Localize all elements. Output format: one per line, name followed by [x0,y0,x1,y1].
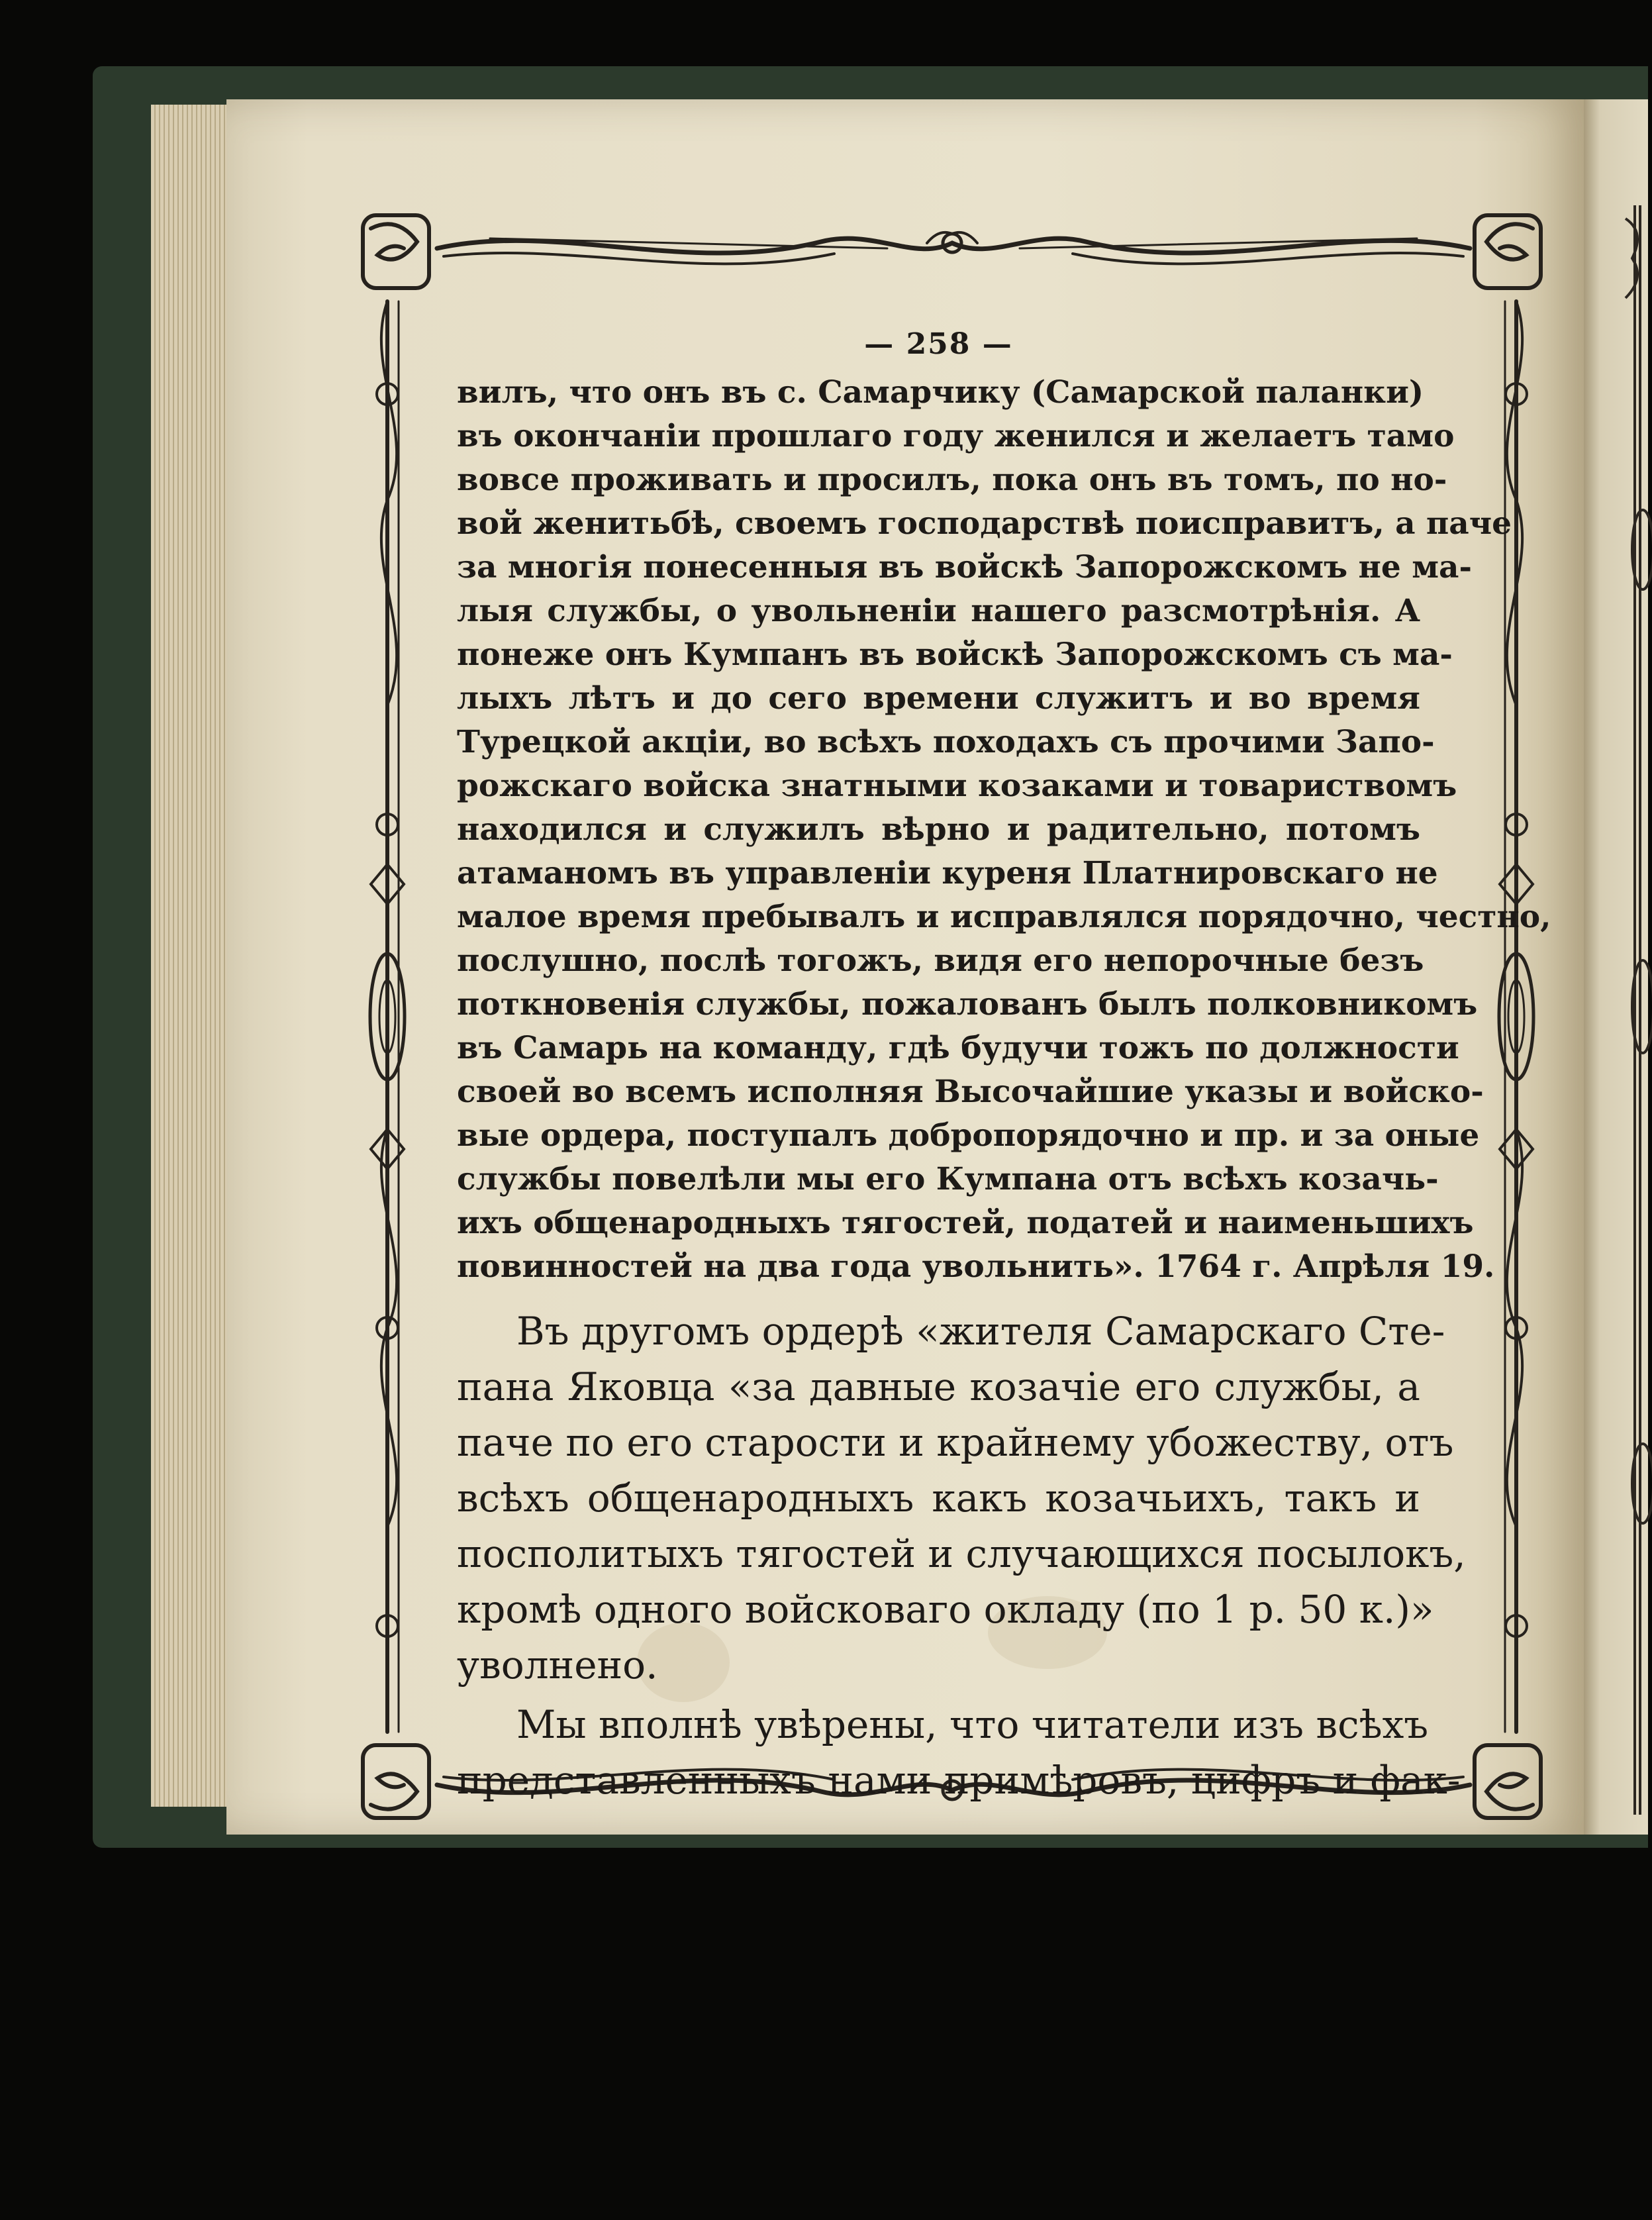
text-line: лыхъ лѣтъ и до сего времени служитъ и во время [457,680,1420,717]
paragraph-2 [457,1303,1466,1693]
text-line: Въ другомъ ордерѣ «жителя Самарскаго Сте- [516,1309,1445,1354]
page-number: — 258 — [864,327,1013,361]
text-line: понеже онъ Кумпанъ въ войскѣ Запорожскомъ съ ма- [457,636,1453,673]
text-line: лыя службы, о увольненіи нашего разсмотрѣнія. А [457,593,1420,629]
text-line: вилъ, что онъ въ с. Самарчику (Самарской паланки) [457,374,1424,411]
text-line: ихъ общенародныхъ тягостей, податей и наименьшихъ [457,1205,1474,1241]
text-line: въ Самарь на команду, гдѣ будучи тожъ по должности [457,1030,1459,1066]
text-line: повинностей на два года увольнить». 1764 г. Апрѣля 19. [457,1248,1495,1285]
text-line: представленныхъ нами примѣровъ, цифръ и фак- [457,1758,1461,1803]
text-line: паче по его старости и крайнему убожеству, отъ [457,1420,1454,1465]
text-line: поткновенія службы, пожалованъ былъ полковникомъ [457,986,1478,1023]
text-line: малое время пребывалъ и исправлялся порядочно, честно, [457,899,1551,935]
page-edges [151,105,237,1807]
text-line: всѣхъ общенародныхъ какъ козачьихъ, такъ и [457,1476,1420,1521]
paragraph-3 [457,1697,1461,1808]
paragraph-gap [457,1289,1420,1303]
text-line: пана Яковца «за давные козачіе его службы, а [457,1364,1420,1409]
text-line: посполитыхъ тягостей и случающихся посылокъ, [457,1531,1466,1576]
text-line: уволнено. [457,1642,658,1688]
text-line: службы повелѣли мы его Кумпана отъ всѣхъ козачь- [457,1161,1439,1197]
text-line: вовсе проживать и просилъ, пока онъ въ томъ, по но- [457,462,1447,498]
quoted-order-text [457,371,1551,1289]
next-page-ornament [1626,205,1652,1815]
text-line: рожскаго войска знатными козаками и товариствомъ [457,768,1457,804]
text-line: атаманомъ въ управленіи куреня Платнировскаго не [457,855,1438,891]
text-line: Мы вполнѣ увѣрены, что читатели изъ всѣхъ [516,1702,1429,1747]
text-line: Турецкой акціи, во всѣхъ походахъ съ прочими Запо- [457,724,1435,760]
text-line: вой женитьбѣ, своемъ господарствѣ поисправитъ, а паче [457,505,1512,542]
text-line: въ окончаніи прошлаго году женился и желаетъ тамо [457,418,1455,454]
page-text [457,318,1551,1808]
text-line: послушно, послѣ тогожъ, видя его непорочные безъ [457,942,1424,979]
text-line: вые ордера, поступалъ добропорядочно и пр. и за оные [457,1117,1480,1154]
text-line: кромѣ одного войсковаго окладу (по 1 р. 50 к.)» [457,1587,1434,1632]
text-line: за многія понесенныя въ войскѣ Запорожскомъ не ма- [457,549,1472,585]
text-line: находился и служилъ вѣрно и радительно, потомъ [457,811,1420,848]
text-line: своей во всемъ исполняя Высочайшие указы и войско- [457,1074,1484,1110]
